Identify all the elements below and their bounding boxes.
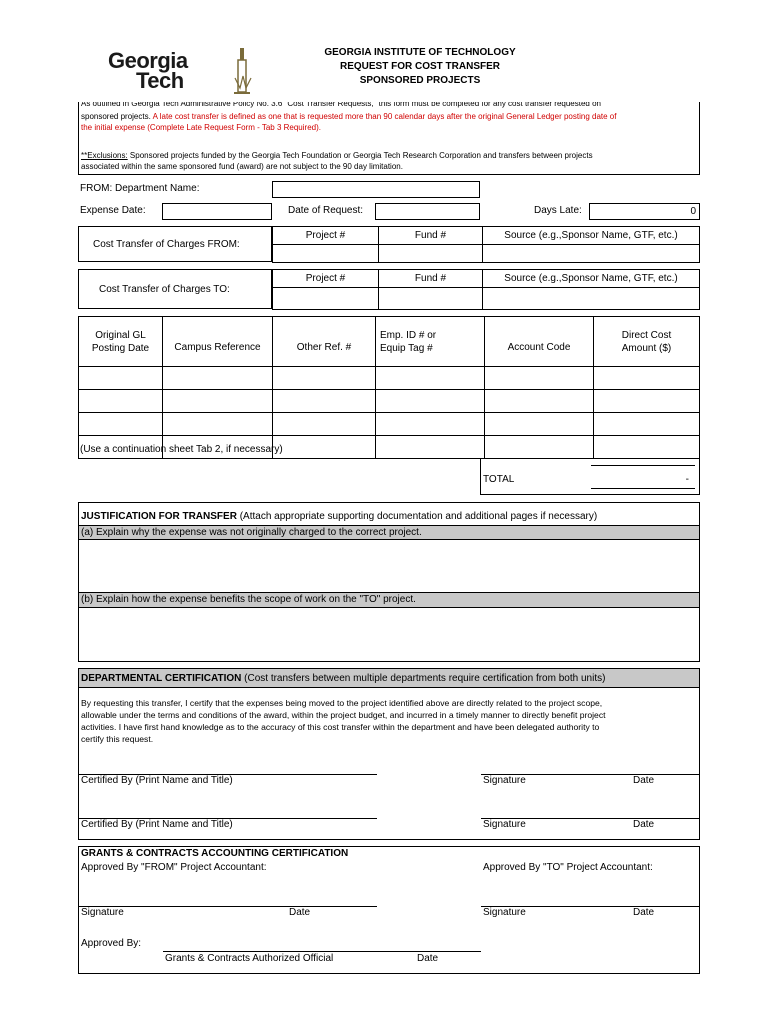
transfer-to-label-box — [78, 269, 272, 309]
col-direct-cost-amount: Direct Cost Amount ($) — [594, 317, 700, 367]
approved-to-label: Approved By "TO" Project Accountant: — [483, 862, 653, 873]
answer-b-input[interactable] — [79, 608, 699, 660]
approved-by-label: Approved By: — [81, 938, 142, 949]
table-row — [79, 413, 700, 436]
transfer-from-label: Cost Transfer of Charges FROM: — [93, 239, 240, 250]
col-original-gl-posting-date: Original GL Posting Date — [79, 317, 163, 367]
signature-2-label: Signature — [483, 819, 526, 830]
policy-line-3: the initial expense (Complete Late Request Form - Tab 3 Required). — [81, 123, 321, 132]
question-a: (a) Explain why the expense was not originally charged to the correct project. — [79, 525, 699, 540]
transfer-to-project-input[interactable] — [273, 288, 379, 310]
grants-contracts-certification-section — [78, 846, 700, 974]
form-title: REQUEST FOR COST TRANSFER — [339, 61, 500, 72]
total-box — [480, 458, 700, 495]
transfer-from-source-input[interactable] — [483, 245, 700, 263]
justification-section — [78, 502, 700, 662]
date-right-label: Date — [633, 907, 655, 918]
days-late-label: Days Late: — [534, 205, 582, 216]
transfer-from-table — [272, 226, 700, 263]
departmental-certification-section — [78, 668, 700, 840]
col-account-code: Account Code — [485, 317, 594, 367]
georgia-tech-logo — [108, 50, 258, 96]
total-value: - — [685, 474, 689, 485]
transfer-to-fund-input[interactable] — [379, 288, 483, 310]
official-date-label: Date — [417, 953, 439, 964]
transfer-from-project-input[interactable] — [273, 245, 379, 263]
policy-box — [78, 102, 700, 175]
col-other-ref: Other Ref. # — [273, 317, 376, 367]
tech-tower-icon — [232, 48, 254, 96]
exclusions-label: **Exclusions: — [81, 151, 128, 160]
date-left-label: Date — [289, 907, 311, 918]
days-late-input[interactable] — [589, 203, 700, 220]
dept-cert-title: DEPARTMENTAL CERTIFICATION (Cost transfers between multiple departments require certification from both units) — [79, 669, 699, 688]
date-2-label: Date — [633, 819, 655, 830]
policy-line-1: As outlined in Georgia Tech Administrative Policy No. 3.6 "Cost Transfer Requests," this form must be completed for any cost transfer requested on — [81, 102, 601, 108]
form-subtitle: SPONSORED PROJECTS — [359, 75, 481, 86]
transfer-from-col-fund: Fund # — [379, 227, 483, 245]
from-department-label: FROM: Department Name: — [80, 183, 200, 194]
table-row — [79, 390, 700, 413]
official-signature-line[interactable] — [163, 951, 481, 952]
exclusions-line-1 — [81, 150, 593, 161]
exclusions-text: Sponsored projects funded by the Georgia Tech Foundation or Georgia Tech Research Corporation and transfers between projects — [129, 151, 593, 160]
transfer-to-col-source: Source (e.g.,Sponsor Name, GTF, etc.) — [483, 270, 700, 288]
transfer-from-col-source: Source (e.g.,Sponsor Name, GTF, etc.) — [483, 227, 700, 245]
transfer-from-fund-input[interactable] — [379, 245, 483, 263]
answer-a-input[interactable] — [79, 540, 699, 592]
continuation-note: (Use a continuation sheet Tab 2, if necessary) — [80, 444, 283, 455]
expense-date-input[interactable] — [162, 203, 272, 220]
transfer-to-source-input[interactable] — [483, 288, 700, 310]
policy-line-2-black: sponsored projects. — [81, 112, 151, 121]
total-label: TOTAL — [483, 474, 515, 485]
official-label: Grants & Contracts Authorized Official — [165, 953, 334, 964]
approved-from-label: Approved By "FROM" Project Accountant: — [81, 862, 267, 873]
certified-by-2-label: Certified By (Print Name and Title) — [81, 819, 233, 830]
institute-name: GEORGIA INSTITUTE OF TECHNOLOGY — [324, 47, 516, 58]
transfer-from-label-box — [78, 226, 272, 262]
table-row — [79, 367, 700, 390]
col-emp-id-equip-tag: Emp. ID # or Equip Tag # — [376, 317, 485, 367]
gc-cert-title: GRANTS & CONTRACTS ACCOUNTING CERTIFICATION — [81, 848, 349, 859]
transfer-to-col-project: Project # — [273, 270, 379, 288]
justification-title: JUSTIFICATION FOR TRANSFER (Attach appropriate supporting documentation and additional pages if necessary) — [81, 511, 598, 522]
days-late-value: 0 — [690, 206, 696, 217]
signature-left-label: Signature — [81, 907, 124, 918]
late-definition: A late cost transfer is defined as one that is requested more than 90 calendar days after the original General Ledger posting date of — [152, 112, 617, 121]
logo-line-2: Tech — [136, 68, 184, 93]
question-b: (b) Explain how the expense benefits the scope of work on the "TO" project. — [79, 592, 699, 608]
transfer-from-col-project: Project # — [273, 227, 379, 245]
policy-line-2 — [81, 111, 616, 122]
certified-by-1-label: Certified By (Print Name and Title) — [81, 775, 233, 786]
transfer-to-col-fund: Fund # — [379, 270, 483, 288]
date-of-request-label: Date of Request: — [288, 205, 364, 216]
transfer-to-table — [272, 269, 700, 310]
date-of-request-input[interactable] — [375, 203, 480, 220]
signature-right-label: Signature — [483, 907, 526, 918]
signature-1-label: Signature — [483, 775, 526, 786]
transfer-to-label: Cost Transfer of Charges TO: — [99, 284, 230, 295]
col-campus-reference: Campus Reference — [163, 317, 273, 367]
date-1-label: Date — [633, 775, 655, 786]
certification-statement: By requesting this transfer, I certify that the expenses being moved to the project identified above are directly related to the project scope, allowable under the terms and conditions of the award, within the project budget, and incurred in a timely manner to directly benefit project activities. I have first hand knowledge as to the accuracy of this cost transfer within the department and have been delegated authority to certify this request. — [81, 698, 606, 744]
charge-detail-table — [78, 316, 700, 459]
expense-date-label: Expense Date: — [80, 205, 146, 216]
from-department-input[interactable] — [272, 181, 480, 198]
logo-line-1: Georgia — [108, 48, 188, 73]
exclusions-line-2: associated within the same sponsored fund (award) are not subject to the 90 day limitation. — [81, 162, 403, 171]
form-header — [300, 46, 540, 88]
